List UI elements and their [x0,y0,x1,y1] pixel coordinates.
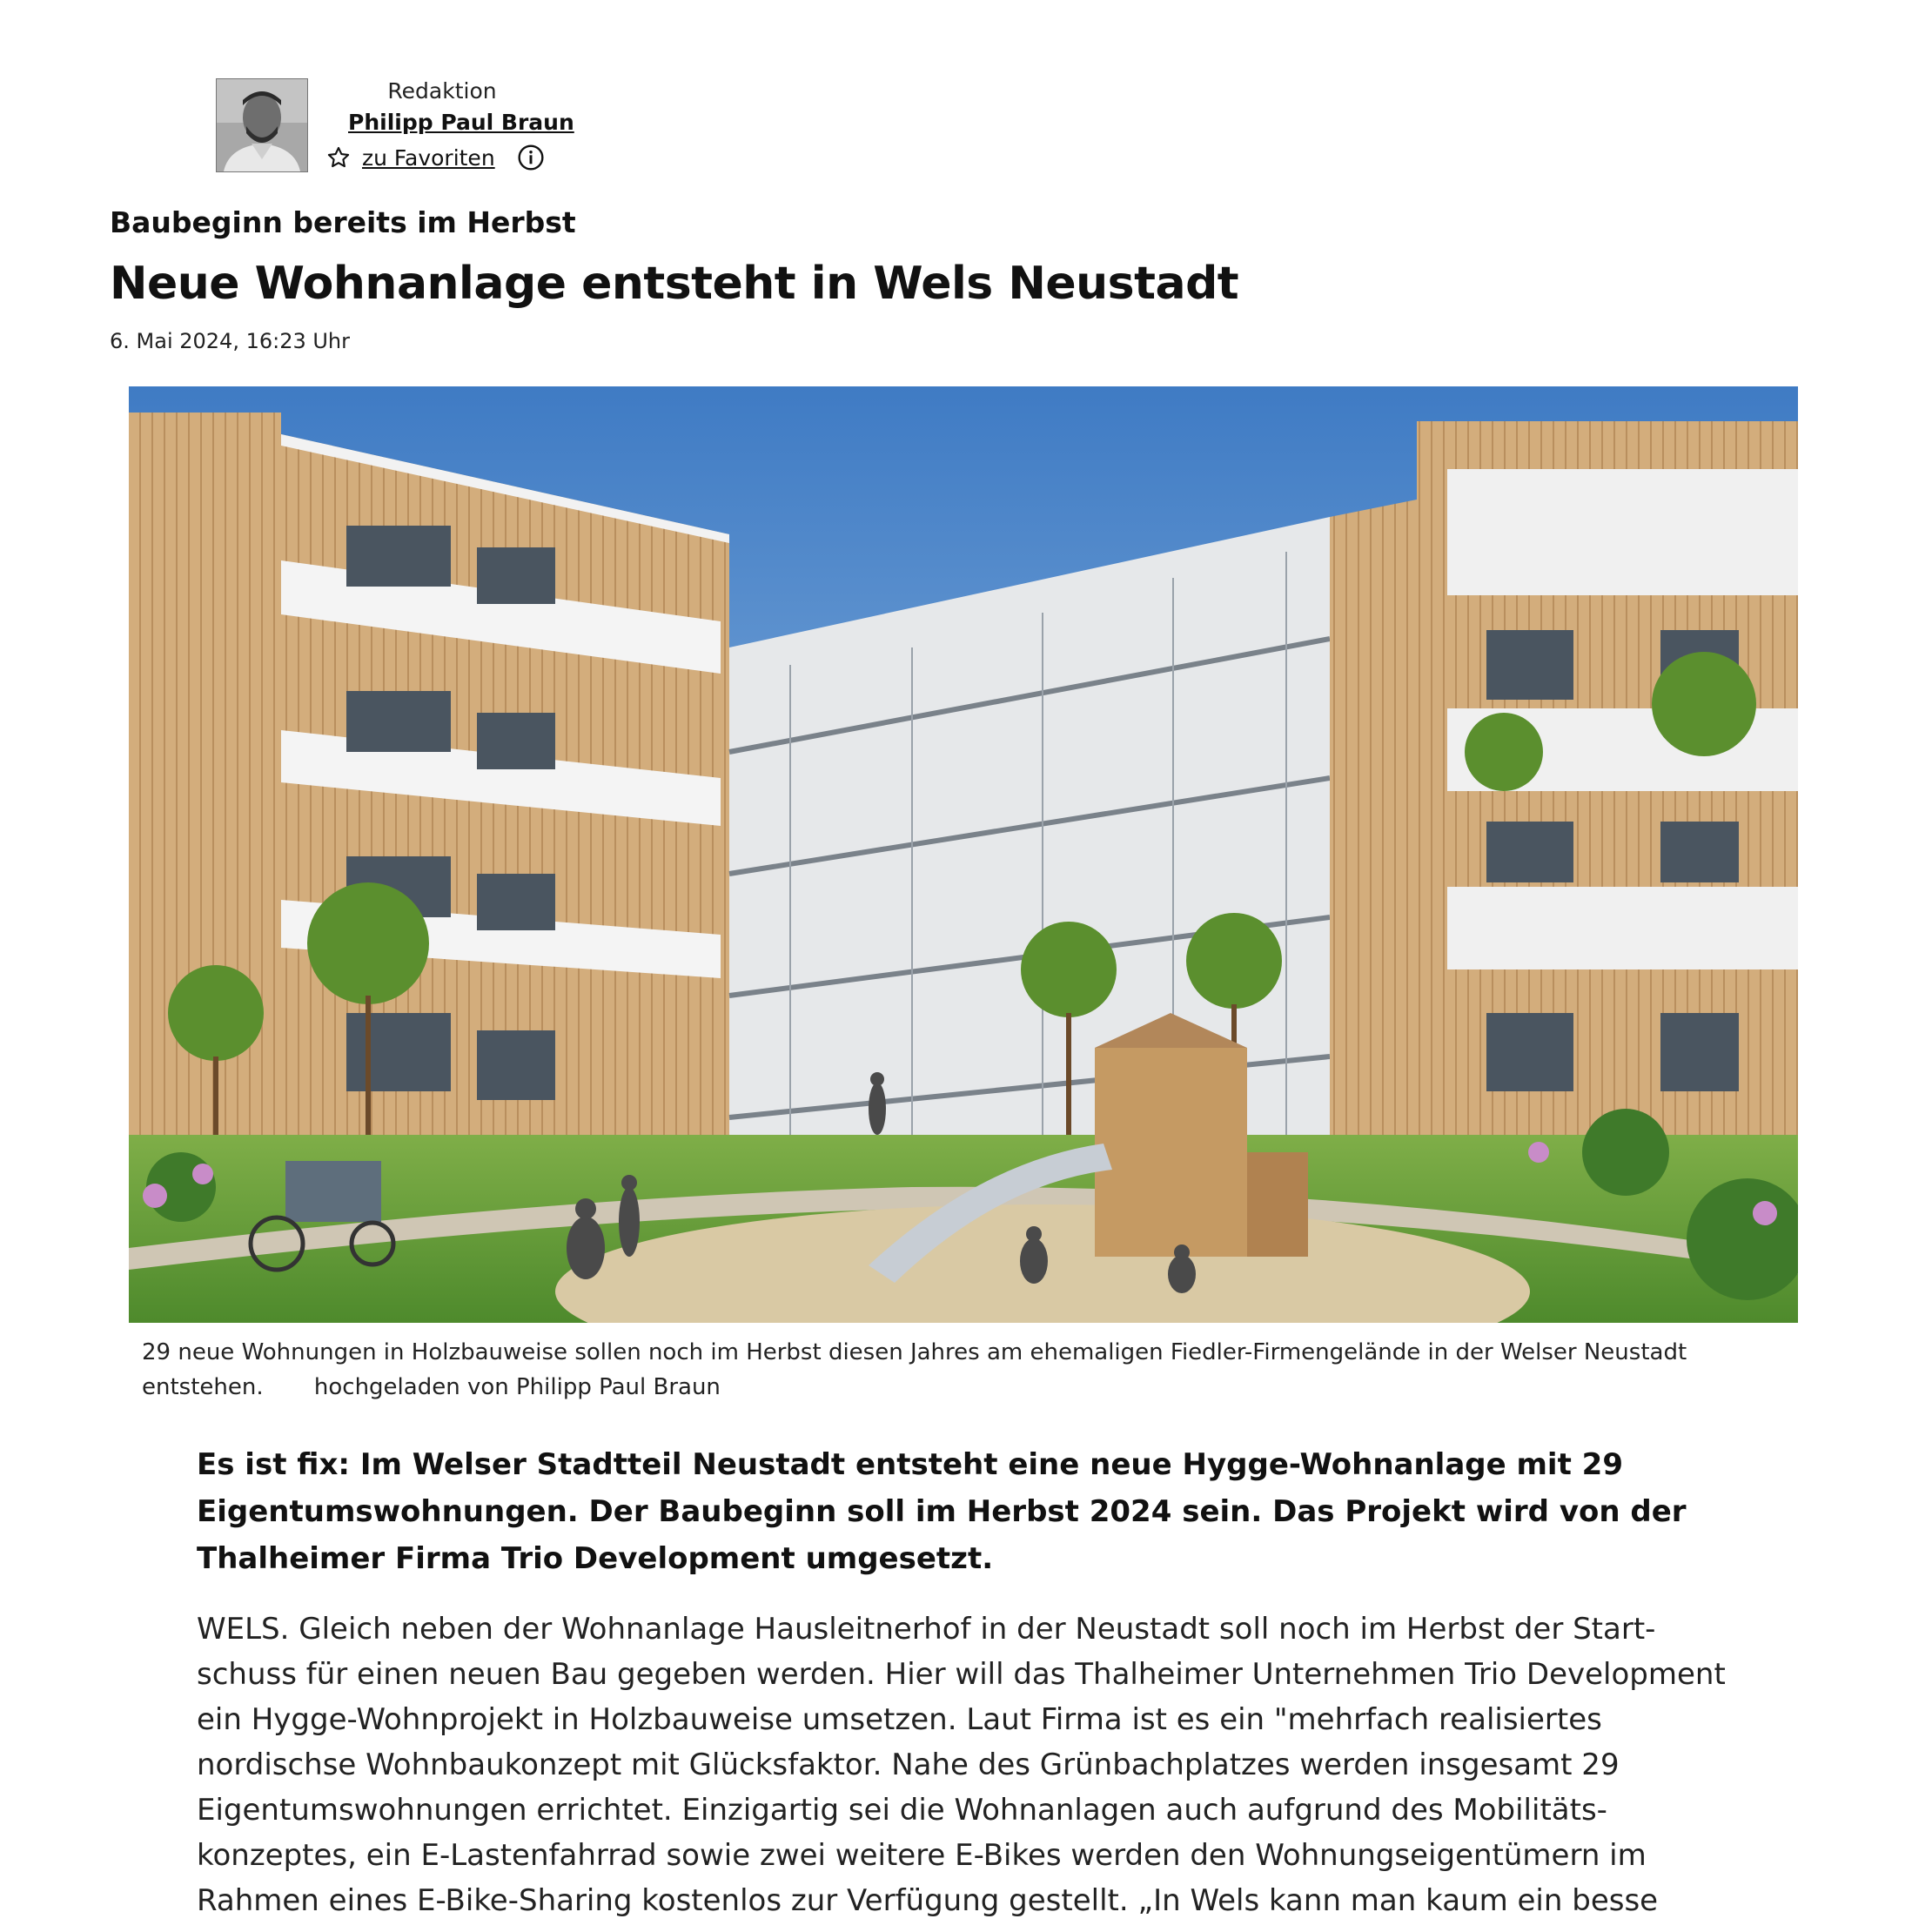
author-role: Redaktion [387,78,497,104]
author-name-link[interactable]: Philipp Paul Braun [348,110,574,135]
article-body: WELS. Gleich neben der Wohnanlage Hausleitnerhof in der Neustadt soll noch im Herbst der Startschuss für einen neuen Bau gegeben werden. Hier will das Thalheimer Unternehmen Trio Development ein Hygge-Wohnprojekt in Holzbauweise umsetzen. Laut Firma ist es ein "mehrfach realisiertes nordischse Wohnbaukonzept mit Glücksfaktor. Nahe des Grünbachplatzes werden insgesamt 29 Eigentumswohnungen errichtet. Einzigartig sei die Wohnanlagen auch aufgrund des Mobilitätskonzeptes, ein E-Lastenfahrrad sowie zwei weitere E-Bikes werden den Wohnungseigentümern im Rahmen eines E-Bike-Sharing kostenlos zur Verfügung gestellt. „In Wels kann man kaum ein besse [197,1612,1726,1918]
image-caption [142,1335,1778,1405]
avatar[interactable] [216,78,308,172]
star-icon[interactable] [324,143,353,172]
article-kicker: Baubeginn bereits im Herbst [110,205,576,239]
favorites-row [324,143,546,172]
caption-text: 29 neue Wohnungen in Holzbauweise sollen noch im Herbst diesen Jahres am ehemaligen Fiedler-Firmengelände in der Welser Neustadt entstehen. [142,1339,1687,1400]
article-lead: Es ist fix: Im Welser Stadtteil Neustadt entsteht eine neue Hygge-Wohnanlage mit 29 Eigentumswohnungen. Der Baubeginn soll im Herbst 2024 sein. Das Projekt wird von der Thalheimer Firma Trio Development umgesetzt. [197,1447,1687,1576]
rendering-housing-complex [129,386,1798,1323]
article-hero-image[interactable] [129,386,1798,1323]
info-icon[interactable] [516,143,546,172]
author-photo [217,79,307,171]
article-title: Neue Wohnanlage entsteht in Wels Neustadt [110,258,1239,310]
add-to-favorites-link[interactable]: zu Favoriten [362,144,495,171]
article-date: 6. Mai 2024, 16:23 Uhr [110,329,351,353]
image-credit: hochgeladen von Philipp Paul Braun [313,1374,721,1400]
author-box [216,78,581,174]
